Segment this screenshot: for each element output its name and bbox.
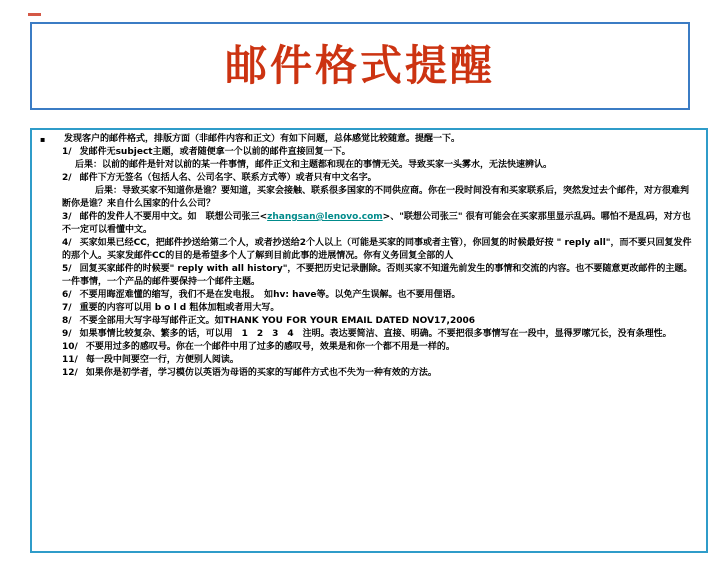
list-item-4 <box>62 237 696 263</box>
item-text: 不要用晦涩难懂的缩写，我们不是在发电报。 如hv: have等。以免产生误解。也不要用俚语。 <box>79 290 461 300</box>
item-number: 12/ <box>62 368 78 378</box>
title-box <box>30 22 690 110</box>
item-text: 重要的内容可以用 b o l d 粗体加粗或者用大写。 <box>79 303 280 313</box>
item-number: 11/ <box>62 355 78 365</box>
intro-paragraph <box>40 133 696 146</box>
consequence-2 <box>62 185 696 211</box>
item-text: 如果事情比较复杂、繁多的话，可以用 1 2 3 4 注明。表达要简洁、直接、明确。不要把很多事情写在一段中，显得罗嗦冗长，没有条理性。 <box>79 329 672 339</box>
consequence-1 <box>75 159 696 172</box>
list-item-3 <box>62 211 696 237</box>
consequence-text: 后果：以前的邮件是针对以前的某一件事情，邮件正文和主题都和现在的事情无关。导致买家一头雾水，无法快速辨认。 <box>75 160 553 170</box>
content-box <box>30 128 708 553</box>
list-item-6 <box>62 289 696 302</box>
red-dash-mark <box>28 13 41 16</box>
item-number: 4/ <box>62 238 72 248</box>
item-number: 10/ <box>62 342 78 352</box>
list-item-9 <box>62 328 696 341</box>
list-item-11 <box>62 354 696 367</box>
item-text-pre: 邮件的发件人不要用中文。如 联想公司张三< <box>79 212 268 222</box>
item-number: 8/ <box>62 316 72 326</box>
list-item-7 <box>62 302 696 315</box>
item-number: 6/ <box>62 290 72 300</box>
item-number: 1/ <box>62 147 72 157</box>
consequence-text: 后果：导致买家不知道你是谁？要知道，买家会接触、联系很多国家的不同供应商。你在一段时间没有和买家联系后，突然发过去个邮件，对方很难判断你是谁？来自什么国家的什么公司？ <box>62 186 690 209</box>
item-text: 邮件下方无签名（包括人名、公司名字、联系方式等）或者只有中文名字。 <box>79 173 377 183</box>
list-item-10 <box>62 341 696 354</box>
item-text: 买家如果已经CC，把邮件抄送给第二个人，或者抄送给2个人以上（可能是买家的同事或者主管），你回复的时候最好按 " reply all"，而不要只回复发件的那个人。买家发邮件CC的目的是希望多个人了解到目前此事的进展情况。你有义务回复全部的人 <box>62 238 692 261</box>
item-number: 9/ <box>62 329 72 339</box>
email-link[interactable]: zhangsan@lenovo.com <box>267 212 383 222</box>
item-text: 不要全部用大写字母写邮件正文。如THANK YOU FOR YOUR EMAIL DATED NOV17,2006 <box>79 316 476 326</box>
item-number: 3/ <box>62 212 72 222</box>
item-number: 5/ <box>62 264 72 274</box>
item-text: 如果你是初学者，学习模仿以英语为母语的买家的写邮件方式也不失为一种有效的方法。 <box>85 368 437 378</box>
slide-title: 邮件格式提醒 <box>224 41 495 90</box>
item-text: 回复买家邮件的时候要" reply with all history"，不要把历史记录删除。否则买家不知道先前发生的事情和交流的内容。也不要随意更改邮件的主题。一件事情，一个产品的邮件要保持一个邮件主题。 <box>62 264 693 287</box>
bullet-icon: ▪ <box>40 135 46 144</box>
item-text: 发邮件无subject主题，或者随便拿一个以前的邮件直接回复一下。 <box>79 147 351 157</box>
list-item-2 <box>62 172 696 185</box>
item-text: 不要用过多的感叹号。你在一个邮件中用了过多的感叹号，效果是和你一个都不用是一样的。 <box>85 342 455 352</box>
item-text-post: >、"联想公司张三" 很有可能会在买家那里显示乱码。哪怕不是乱码，对方也不一定可以看懂中文。 <box>62 212 691 235</box>
item-text: 每一段中间要空一行，方便别人阅读。 <box>85 355 239 365</box>
list-item-8 <box>62 315 696 328</box>
intro-text: 发现客户的邮件格式，排版方面（非邮件内容和正文）有如下问题，总体感觉比较随意。提醒一下。 <box>64 134 461 144</box>
list-item-5 <box>62 263 696 289</box>
item-number: 7/ <box>62 303 72 313</box>
list-item-12 <box>62 367 696 380</box>
list-item-1 <box>62 146 696 159</box>
item-number: 2/ <box>62 173 72 183</box>
